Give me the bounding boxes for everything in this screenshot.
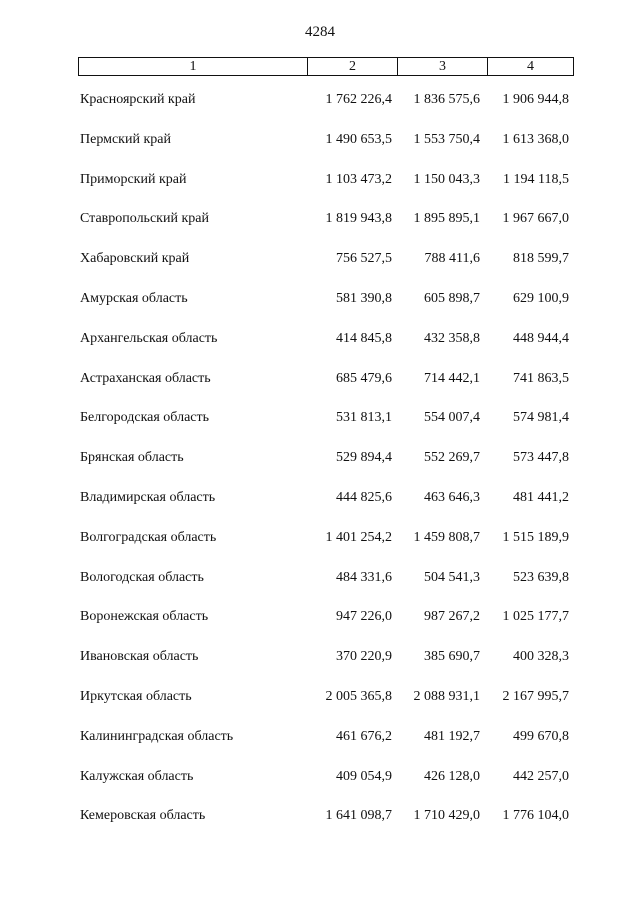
value-col-3: 788 411,6 bbox=[424, 251, 480, 267]
region-name: Иркутская область bbox=[80, 688, 192, 704]
table-row bbox=[0, 209, 640, 249]
region-name: Калужская область bbox=[80, 768, 194, 784]
region-name: Кемеровская область bbox=[80, 808, 206, 824]
value-col-2: 444 825,6 bbox=[336, 489, 392, 505]
value-col-4: 1 967 667,0 bbox=[502, 211, 569, 227]
value-col-2: 947 226,0 bbox=[336, 609, 392, 625]
value-col-2: 2 005 365,8 bbox=[325, 688, 392, 704]
value-col-3: 463 646,3 bbox=[424, 489, 480, 505]
table-row bbox=[0, 329, 640, 369]
header-col-4: 4 bbox=[487, 58, 573, 75]
table-row bbox=[0, 170, 640, 210]
value-col-3: 1 836 575,6 bbox=[413, 92, 480, 107]
value-col-3: 1 710 429,0 bbox=[413, 808, 480, 824]
value-col-3: 481 192,7 bbox=[424, 728, 480, 744]
value-col-2: 581 390,8 bbox=[336, 290, 392, 306]
value-col-4: 818 599,7 bbox=[513, 251, 569, 267]
value-col-4: 1 515 189,9 bbox=[502, 529, 569, 545]
table-row bbox=[0, 448, 640, 488]
value-col-3: 504 541,3 bbox=[424, 569, 480, 585]
value-col-2: 1 490 653,5 bbox=[325, 131, 392, 147]
value-col-3: 987 267,2 bbox=[424, 609, 480, 625]
value-col-4: 400 328,3 bbox=[513, 649, 569, 665]
value-col-3: 605 898,7 bbox=[424, 290, 480, 306]
table-row bbox=[0, 607, 640, 647]
region-name: Белгородская область bbox=[80, 410, 210, 426]
table-row bbox=[0, 647, 640, 687]
value-col-4: 523 639,8 bbox=[513, 569, 569, 585]
region-name: Ставропольский край bbox=[80, 211, 209, 227]
value-col-2: 756 527,5 bbox=[336, 251, 392, 267]
header-col-1: 1 bbox=[189, 58, 197, 74]
value-col-4: 1 613 368,0 bbox=[502, 131, 569, 147]
value-col-3: 552 269,7 bbox=[424, 450, 480, 466]
value-col-3: 1 895 895,1 bbox=[413, 211, 480, 227]
region-name: Амурская область bbox=[80, 290, 188, 306]
region-name: Воронежская область bbox=[80, 609, 209, 625]
value-col-4: 1 025 177,7 bbox=[502, 609, 569, 625]
region-name: Вологодская область bbox=[80, 569, 204, 585]
value-col-4: 442 257,0 bbox=[513, 768, 569, 784]
value-col-3: 1 459 808,7 bbox=[413, 529, 480, 545]
value-col-2: 685 479,6 bbox=[336, 370, 392, 386]
table-row bbox=[0, 806, 640, 846]
value-col-4: 1 906 944,8 bbox=[502, 92, 569, 107]
region-name: Ивановская область bbox=[80, 649, 199, 665]
table-row bbox=[0, 249, 640, 289]
region-name: Калининградская область bbox=[80, 728, 234, 744]
region-name: Брянская область bbox=[80, 450, 184, 466]
value-col-2: 1 819 943,8 bbox=[325, 211, 392, 227]
table-row bbox=[0, 488, 640, 528]
value-col-4: 448 944,4 bbox=[513, 330, 569, 346]
value-col-2: 461 676,2 bbox=[336, 728, 392, 744]
value-col-2: 1 401 254,2 bbox=[325, 529, 392, 545]
region-name: Пермский край bbox=[80, 131, 171, 147]
table-body bbox=[0, 90, 640, 846]
value-col-4: 2 167 995,7 bbox=[502, 688, 569, 704]
value-col-3: 426 128,0 bbox=[424, 768, 480, 784]
value-col-2: 409 054,9 bbox=[336, 768, 392, 784]
header-col-3: 3 bbox=[397, 58, 487, 75]
region-name: Красноярский край bbox=[80, 92, 196, 107]
table-row bbox=[0, 408, 640, 448]
region-name: Архангельская область bbox=[80, 330, 218, 346]
table-row bbox=[0, 369, 640, 409]
value-col-2: 1 103 473,2 bbox=[325, 171, 392, 187]
value-col-4: 574 981,4 bbox=[513, 410, 569, 426]
value-col-2: 484 331,6 bbox=[336, 569, 392, 585]
value-col-4: 499 670,8 bbox=[513, 728, 569, 744]
table-row bbox=[0, 289, 640, 329]
table-row bbox=[0, 767, 640, 807]
table-row bbox=[0, 90, 640, 130]
value-col-2: 1 641 098,7 bbox=[325, 808, 392, 824]
region-name: Хабаровский край bbox=[80, 251, 190, 267]
value-col-3: 2 088 931,1 bbox=[413, 688, 480, 704]
value-col-4: 741 863,5 bbox=[513, 370, 569, 386]
value-col-2: 1 762 226,4 bbox=[325, 92, 392, 107]
table-row bbox=[0, 687, 640, 727]
value-col-4: 1 776 104,0 bbox=[502, 808, 569, 824]
value-col-2: 414 845,8 bbox=[336, 330, 392, 346]
value-col-4: 629 100,9 bbox=[513, 290, 569, 306]
value-col-4: 1 194 118,5 bbox=[503, 171, 569, 187]
value-col-2: 370 220,9 bbox=[336, 649, 392, 665]
value-col-3: 385 690,7 bbox=[424, 649, 480, 665]
value-col-3: 1 553 750,4 bbox=[413, 131, 480, 147]
region-name: Волгоградская область bbox=[80, 529, 217, 545]
table-header bbox=[78, 57, 574, 76]
region-name: Астраханская область bbox=[80, 370, 211, 386]
table-row bbox=[0, 130, 640, 170]
value-col-3: 714 442,1 bbox=[424, 370, 480, 386]
table-row bbox=[0, 528, 640, 568]
region-name: Владимирская область bbox=[80, 489, 216, 505]
value-col-2: 529 894,4 bbox=[336, 450, 392, 466]
page-number: 4284 bbox=[305, 24, 335, 40]
value-col-4: 481 441,2 bbox=[513, 489, 569, 505]
value-col-3: 432 358,8 bbox=[424, 330, 480, 346]
table-row bbox=[0, 568, 640, 608]
value-col-3: 1 150 043,3 bbox=[413, 171, 480, 187]
table-row bbox=[0, 727, 640, 767]
value-col-2: 531 813,1 bbox=[336, 410, 392, 426]
region-name: Приморский край bbox=[80, 171, 187, 187]
value-col-4: 573 447,8 bbox=[513, 450, 569, 466]
value-col-3: 554 007,4 bbox=[424, 410, 480, 426]
header-col-2: 2 bbox=[307, 58, 397, 75]
